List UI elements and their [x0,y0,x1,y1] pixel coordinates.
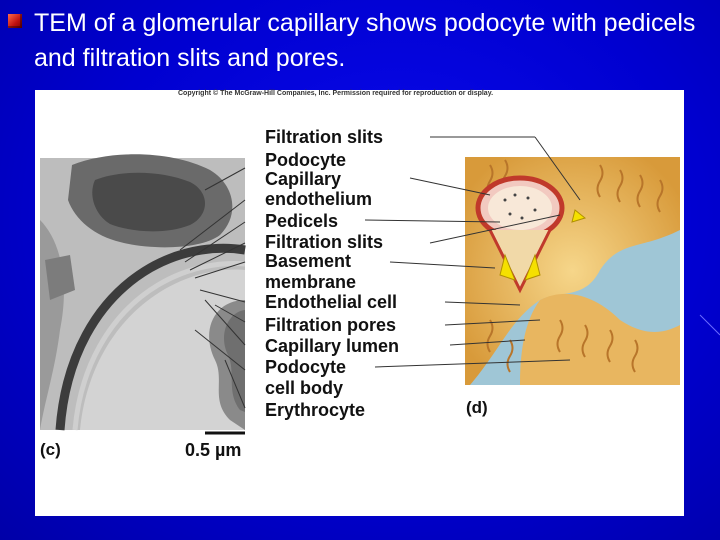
scale-bar-label: 0.5 µm [185,440,242,460]
label-pedicels: Pedicels [265,211,339,231]
label-filtration-slits-top: Filtration slits [265,127,384,147]
label-endothelial-cell: Endothelial cell [265,292,398,312]
label-podocyte: Podocyte [265,150,347,170]
label-capillary-lumen: Capillary lumen [265,336,400,356]
podocyte-illustration [365,137,680,385]
slide-title: TEM of a glomerular capillary shows podocyte with pedicels and filtration slits and pores. [34,9,696,72]
label-endothelium: endothelium [265,189,372,209]
panel-d-label: (d) [466,398,488,417]
tem-micrograph [40,154,245,433]
copyright-notice: Copyright © The McGraw-Hill Companies, Inc. Permission required for reproduction or display. [178,90,494,97]
label-capillary: Capillary [265,169,342,189]
label-cell-body: cell body [265,378,344,398]
label-filtration-pores: Filtration pores [265,315,397,335]
panel-c-label: (c) [40,440,61,459]
stray-line [700,315,720,335]
label-membrane: membrane [265,272,357,292]
label-erythrocyte: Erythrocyte [265,400,366,420]
label-podocyte-body: Podocyte [265,357,347,377]
label-filtration-slits: Filtration slits [265,232,384,252]
label-basement: Basement [265,251,352,271]
